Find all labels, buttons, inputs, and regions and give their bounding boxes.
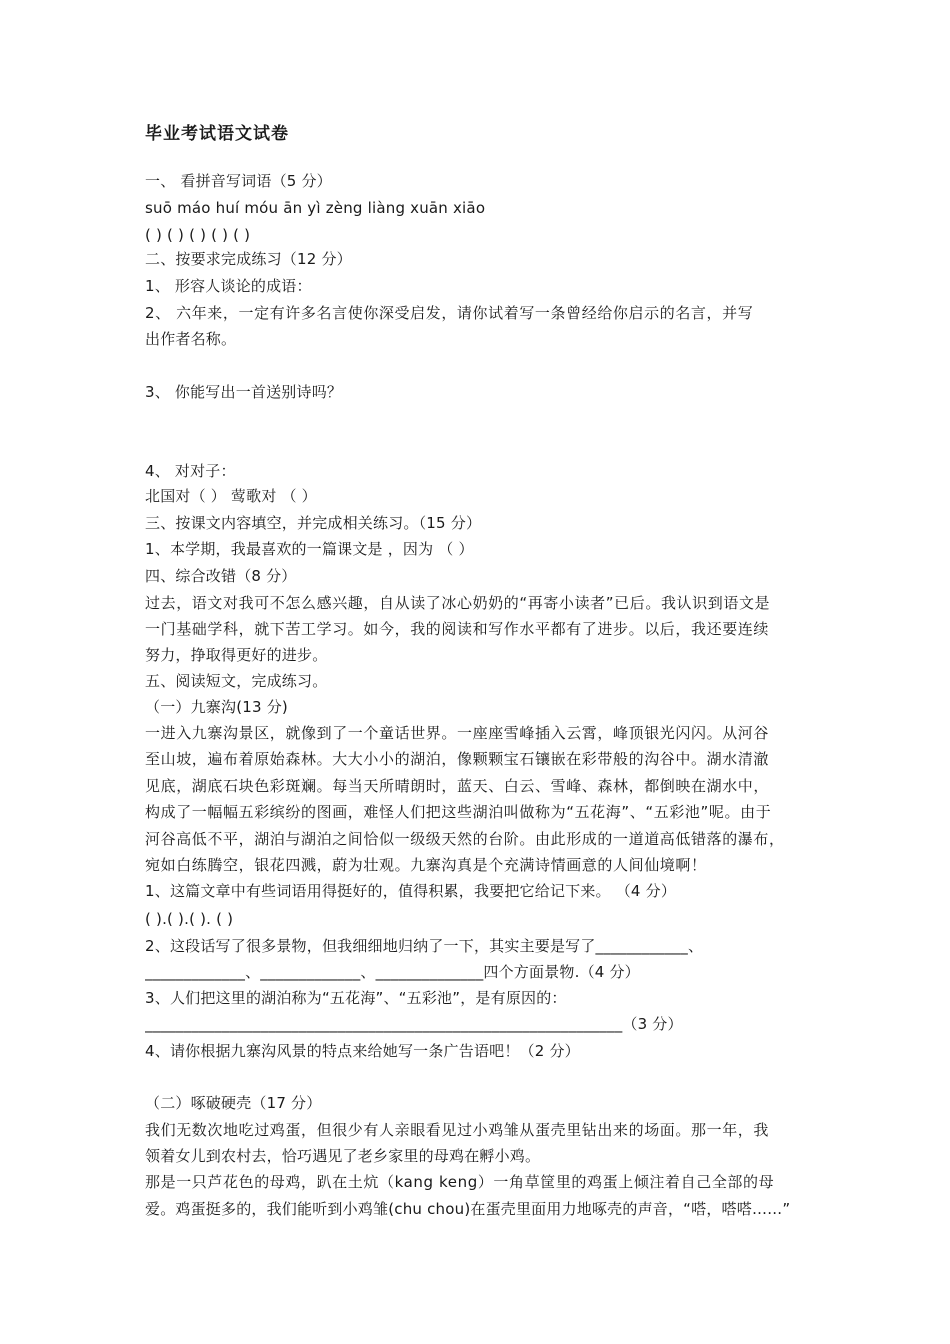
reading-2-paragraph-line: 爱。鸡蛋挺多的，我们能听到小鸡雏(chu chou)在蛋壳里面用力地啄壳的声音，“嗒，嗒嗒……” bbox=[145, 1200, 791, 1218]
section-2-heading: 二、按要求完成练习（12 分） bbox=[145, 250, 352, 268]
correction-paragraph-line: 一门基础学科，就下苦工学习。如今，我的阅读和写作水平都有了进步。以后，我还要连续 bbox=[145, 620, 770, 638]
question-2-2-cont: 出作者名称。 bbox=[145, 330, 237, 348]
reading-1-paragraph-line: 构成了一幅幅五彩缤纷的图画，难怪人们把这些湖泊叫做称为“五花海”、“五彩池”呢。由于 bbox=[145, 803, 772, 821]
reading-1-question-3: 3、人们把这里的湖泊称为“五花海”、“五彩池”，是有原因的： bbox=[145, 989, 567, 1007]
reading-1-question-2: 2、这段话写了很多景物，但我细细地归纳了一下，其实主要是写了____________、 bbox=[145, 937, 704, 955]
reading-1-question-3-blank: ______________________________________________________________（3 分） bbox=[145, 1015, 683, 1033]
reading-1-paragraph-line: 见底，湖底石块色彩斑斓。每当天所晴朗时，蓝天、白云、雪峰、森林，都倒映在湖水中， bbox=[145, 777, 770, 795]
correction-paragraph-line: 努力，挣取得更好的进步。 bbox=[145, 646, 328, 664]
reading-1-question-1: 1、这篇文章中有些词语用得挺好的，值得积累，我要把它给记下来。 （4 分） bbox=[145, 882, 677, 900]
pinyin-row: suō máo huí móu ān yì zèng liàng xuān xiāo bbox=[145, 199, 486, 217]
reading-2-paragraph-line: 我们无数次地吃过鸡蛋，但很少有人亲眼看见过小鸡雏从蛋壳里钻出来的场面。那一年，我 bbox=[145, 1121, 770, 1139]
reading-1-heading: （一）九寨沟(13 分) bbox=[145, 698, 288, 716]
reading-1-paragraph-line: 河谷高低不平，湖泊与湖泊之间恰似一级级天然的台阶。由此形成的一道道高低错落的瀑布， bbox=[145, 830, 785, 848]
reading-2-paragraph-line: 领着女儿到农村去，恰巧遇见了老乡家里的母鸡在孵小鸡。 bbox=[145, 1147, 541, 1165]
correction-paragraph-line: 过去，语文对我可不怎么感兴趣，自从读了冰心奶奶的“再寄小读者”已后。我认识到语文是 bbox=[145, 594, 771, 612]
section-4-heading: 四、综合改错（8 分） bbox=[145, 567, 297, 585]
question-3-1: 1、本学期，我最喜欢的一篇课文是 ，因为 （ ） bbox=[145, 540, 474, 558]
section-1-heading: 一、 看拼音写词语（5 分） bbox=[145, 172, 332, 190]
reading-1-question-2-blanks: _____________、_____________、______________四个方面景物.（4 分） bbox=[145, 963, 640, 981]
answer-blanks-row: ( ) ( ) ( ) ( ) ( ) bbox=[145, 226, 251, 244]
question-2-1: 1、 形容人谈论的成语： bbox=[145, 277, 312, 295]
reading-1-paragraph-line: 至山坡，遍布着原始森林。大大小小的湖泊，像颗颗宝石镶嵌在彩带般的沟谷中。湖水清澈 bbox=[145, 750, 770, 768]
reading-1-question-1-blanks: ( ).( ).( ). ( ) bbox=[145, 910, 234, 928]
reading-2-paragraph-line: 那是一只芦花色的母鸡，趴在土炕（kang keng）一角草筐里的鸡蛋上倾注着自己全部的母 bbox=[145, 1173, 775, 1191]
question-2-4: 4、 对对子： bbox=[145, 462, 236, 480]
section-5-heading: 五、阅读短文，完成练习。 bbox=[145, 672, 328, 690]
reading-2-heading: （二）啄破硬壳（17 分） bbox=[145, 1094, 322, 1112]
reading-1-question-4: 4、请你根据九寨沟风景的特点来给她写一条广告语吧！（2 分） bbox=[145, 1042, 580, 1060]
section-3-heading: 三、按课文内容填空，并完成相关练习。（15 分） bbox=[145, 514, 482, 532]
question-2-3: 3、 你能写出一首送别诗吗？ bbox=[145, 383, 343, 401]
couplet-row: 北国对（ ） 莺歌对 （ ） bbox=[145, 487, 317, 505]
question-2-2: 2、 六年来，一定有许多名言使你深受启发，请你试着写一条曾经给你启示的名言，并写 bbox=[145, 304, 754, 322]
reading-1-paragraph-line: 宛如白练腾空，银花四溅，蔚为壮观。九寨沟真是个充满诗情画意的人间仙境啊！ bbox=[145, 856, 707, 874]
exam-title: 毕业考试语文试卷 bbox=[145, 124, 289, 144]
reading-1-paragraph-line: 一进入九寨沟景区，就像到了一个童话世界。一座座雪峰插入云霄，峰顶银光闪闪。从河谷 bbox=[145, 724, 770, 742]
